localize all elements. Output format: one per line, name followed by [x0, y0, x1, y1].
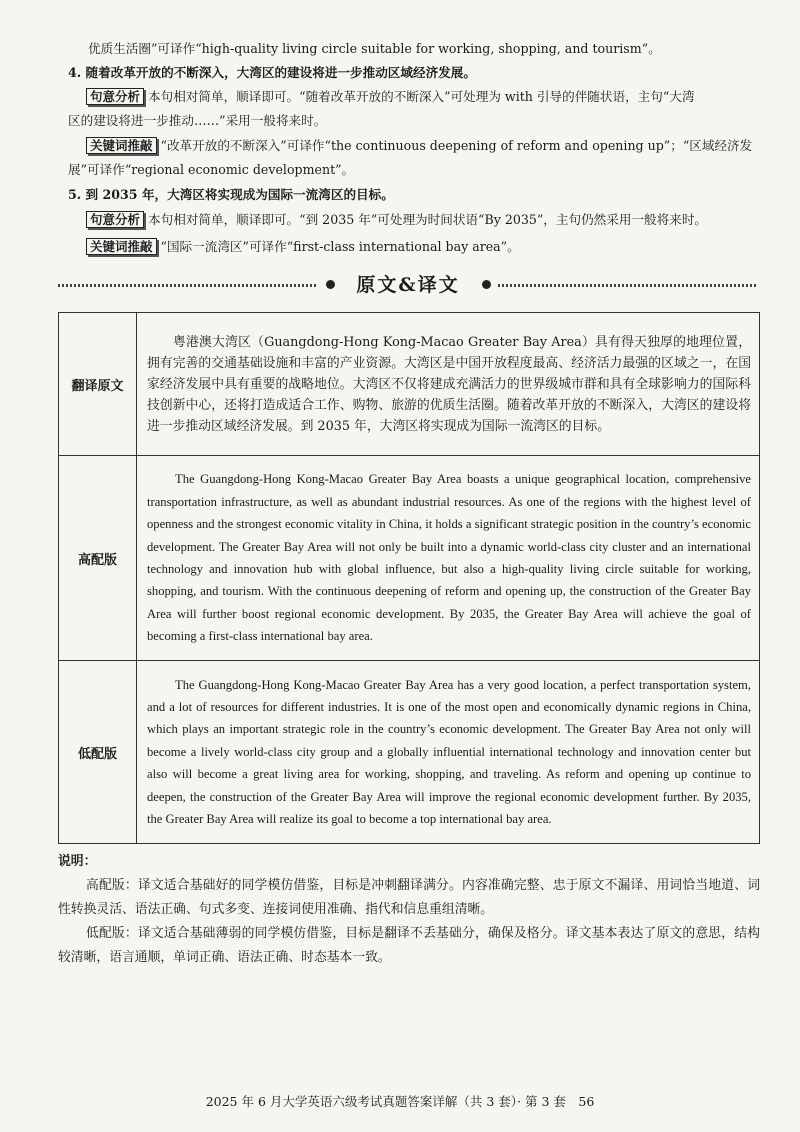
item-4-title: 4. 随着改革开放的不断深入，大湾区的建设将进一步推动区域经济发展。 [68, 65, 476, 80]
note-low: 低配版：译文适合基础薄弱的同学模仿借鉴，目标是翻译不丢基础分，确保及格分。译文基本表达了原文的意思，结构较清晰，语言通顺，单词正确、语法正确、时态基本一致。 [58, 926, 760, 965]
table-row [59, 661, 760, 844]
divider-wave-right [498, 284, 758, 287]
item-5-keyword [86, 238, 520, 256]
item-4-analysis-text: 本句相对简单，顺译即可。“随着改革开放的不断深入”可处理为 with 引导的伴随状语，主句“大湾 [148, 89, 695, 104]
row-label: 翻译原文 [59, 313, 137, 456]
analysis-tag: 句意分析 [86, 211, 144, 228]
item-4-analysis [86, 88, 694, 106]
divider-dot-right [482, 280, 491, 289]
prev-keyword-line: 优质生活圈”可译作“high-quality living circle suitable for working, shopping, and tourism”。 [88, 41, 661, 56]
row-content [137, 661, 760, 844]
row-label: 低配版 [59, 661, 137, 844]
translation-table [58, 312, 760, 844]
item-4-keyword-cont: 展”可译作“regional economic development”。 [68, 162, 355, 177]
high-version-text: The Guangdong-Hong Kong-Macao Greater Bay Area boasts a unique geographical location, comprehensive transportation infrastructure, as well as abundant industrial resources. As one of the regions with the highest level of openness and the strongest economic vitality in China, it holds a significant strategic position in the country’s economic development. The Greater Bay Area will not only be built into a dynamic world-class city cluster and an international technology and innovation hub with global influence, but also a high-quality living circle suitable for working, shopping, and tourism. With the continuous deepening of reform and opening up, the construction of the Greater Bay Area will further boost regional economic development. By 2035, the Greater Bay Area will achieve the goal of becoming a first-class international bay area. [147, 472, 751, 644]
item-4-keyword-text: “改革开放的不断深入”可译作“the continuous deepening of reform and opening up”；“区域经济发 [160, 138, 753, 153]
keyword-tag: 关键词推敲 [86, 137, 157, 154]
item-4-analysis-cont: 区的建设将进一步推动……”采用一般将来时。 [68, 113, 327, 128]
low-version-text: The Guangdong-Hong Kong-Macao Greater Bay Area has a very good location, a perfect transportation system, and a lot of resources for different industries. It is one of the most open and economically dynamic regions in China, which plays an important strategic role in the country’s economic development. The Greater Bay Area not only will become a lively world-class city group and a globally influential international technology and innovation center but also will become a great living area for working, shopping, and traveling. As reform and opening up continue to deepen, the construction of the Greater Bay Area will improve the regional economic development further. By 2035, the Greater Bay Area will realize its goal to become a top international bay area. [147, 677, 751, 827]
item-5-analysis-text: 本句相对简单，顺译即可。“到 2035 年”可处理为时间状语“By 2035”，主句仍然采用一般将来时。 [148, 212, 708, 227]
section-title: 原文&译文 [356, 274, 460, 296]
page-footer: 2025 年 6 月大学英语六级考试真题答案详解（共 3 套）· 第 3 套 56 [205, 1094, 595, 1109]
keyword-tag: 关键词推敲 [86, 238, 157, 255]
row-content [137, 456, 760, 661]
table-row [59, 313, 760, 456]
section-divider [58, 268, 758, 302]
analysis-tag: 句意分析 [86, 88, 144, 105]
row-content [137, 313, 760, 456]
item-4-keyword [86, 137, 752, 155]
notes-section [58, 850, 760, 970]
item-5-title: 5. 到 2035 年，大湾区将实现成为国际一流湾区的目标。 [68, 187, 394, 202]
row-label: 高配版 [59, 456, 137, 661]
item-5-analysis [86, 211, 707, 229]
item-5-keyword-text: “国际一流湾区”可译作“first-class international bay area”。 [160, 239, 520, 254]
source-text: 粤港澳大湾区（Guangdong-Hong Kong-Macao Greater Bay Area）具有得天独厚的地理位置，拥有完善的交通基础设施和丰富的产业资源。大湾区是中国开放程度最高、经济活力最强的区域之一，在国家经济发展中具有重要的战略地位。大湾区不仅将建成充满活力的世界级城市群和具有全球影响力的国际科技创新中心，还将打造成适合工作、购物、旅游的优质生活圈。随着改革开放的不断深入，大湾区的建设将进一步推动区域经济发展。到 2035 年，大湾区将实现成为国际一流湾区的目标。 [147, 334, 751, 434]
note-high: 高配版：译文适合基础好的同学模仿借鉴，目标是冲刺翻译满分。内容准确完整、忠于原文不漏译、用词恰当地道、词性转换灵活、语法正确、句式多变、连接词使用准确、指代和信息重组清晰。 [58, 878, 760, 917]
notes-heading: 说明： [58, 854, 97, 869]
table-row [59, 456, 760, 661]
